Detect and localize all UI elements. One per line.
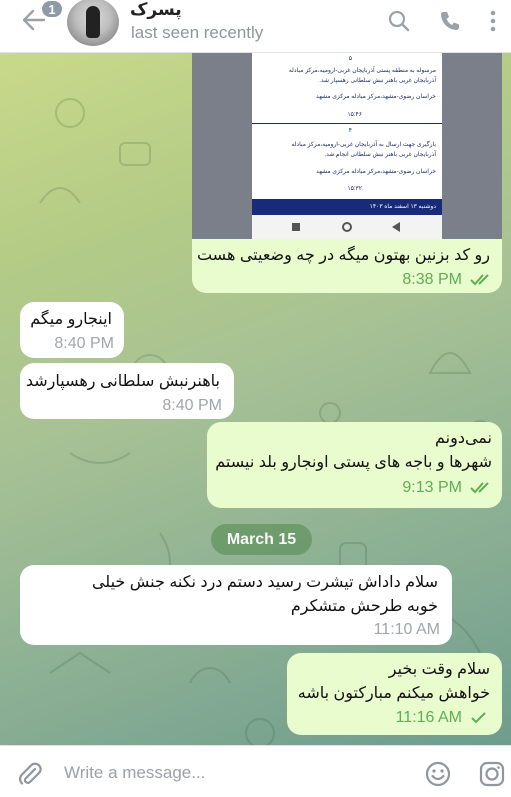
date-separator: March 15: [211, 524, 312, 555]
message-text: اینجارو میگم: [30, 311, 112, 328]
message-text-line: نمی‌دونم: [435, 430, 492, 447]
thumb-line: ۱۵:۳۲: [347, 186, 362, 192]
double-check-icon: [470, 273, 492, 287]
camera-icon[interactable]: [478, 760, 506, 788]
thumb-line: ۵: [348, 56, 352, 62]
thumb-line: ۴: [348, 128, 352, 134]
message-time: 11:10 AM: [373, 621, 440, 638]
phone-icon[interactable]: [438, 9, 462, 33]
emoji-icon[interactable]: [424, 760, 452, 788]
search-icon[interactable]: [387, 9, 411, 33]
double-check-icon: [470, 481, 492, 495]
message-time: 11:16 AM: [395, 709, 462, 726]
thumb-navbar: [252, 215, 442, 239]
message-composer: [0, 745, 511, 797]
thumb-line: مرسوله به منطقه پستی آذربایجان غربی-ارومیه،مرکز مبادله: [288, 68, 436, 74]
thumb-line: آذربایجان غربی باهنر نبش سلطانی رهسپار شد.: [319, 78, 436, 84]
message-text-line: سلام داداش تیشرت رسید دستم درد نکنه جنش خیلی: [91, 574, 438, 591]
unread-badge: 1: [40, 0, 64, 19]
message-text: رو کد بزنین بهتون میگه در چه وضعیتی هست: [196, 247, 490, 264]
tracking-screenshot[interactable]: [192, 53, 502, 239]
attach-icon[interactable]: [16, 760, 44, 788]
message-outgoing[interactable]: [207, 422, 502, 508]
more-vertical-icon[interactable]: [481, 9, 505, 33]
message-input[interactable]: [64, 762, 404, 784]
thumb-line: خراسان رضوی-مشهد،مرکز مبادله مرکزی مشهد: [316, 94, 436, 100]
message-text-line: خوبه طرحش متشکرم: [290, 598, 438, 615]
last-seen-status: last seen recently: [131, 23, 264, 42]
message-text-line: شهرها و باجه های پستی اونجارو بلد نیستم: [215, 454, 492, 471]
message-text-line: خواهش میکنم مبارکتون باشه: [297, 685, 490, 702]
tracking-screenshot-content: [252, 53, 442, 239]
thumb-line: ۱۵:۴۶: [347, 112, 362, 118]
message-time: 9:13 PM: [402, 479, 462, 496]
check-icon: [468, 711, 490, 725]
message-text: باهنرنبش سلطانی رهسپارشد: [25, 373, 220, 390]
thumb-line: خراسان رضوی-مشهد،مرکز مبادله مرکزی مشهد: [316, 169, 436, 175]
thumb-line: بارگیری جهت ارسال به آذربایجان غربی-ارومیه،مرکز مبادله: [291, 142, 436, 148]
message-outgoing[interactable]: [287, 653, 502, 735]
thumb-line: آذربایجان غربی باهنر نبش سلطانی انجام شد.: [324, 152, 436, 158]
message-incoming[interactable]: [20, 363, 234, 419]
message-time: 8:38 PM: [402, 271, 462, 288]
avatar[interactable]: [67, 0, 119, 46]
message-time: 8:40 PM: [162, 397, 222, 414]
message-time: 8:40 PM: [54, 335, 114, 352]
message-text-line: سلام وقت بخیر: [388, 661, 490, 678]
message-incoming[interactable]: [20, 302, 124, 358]
chat-header: [0, 0, 511, 53]
thumb-footer: دوشنبه ۱۳ اسفند ماه ۱۴۰۳: [252, 199, 442, 215]
message-incoming[interactable]: [20, 565, 452, 645]
chat-area[interactable]: [0, 53, 511, 745]
chat-title[interactable]: پسرک: [130, 0, 182, 19]
message-outgoing-image[interactable]: [192, 53, 502, 293]
